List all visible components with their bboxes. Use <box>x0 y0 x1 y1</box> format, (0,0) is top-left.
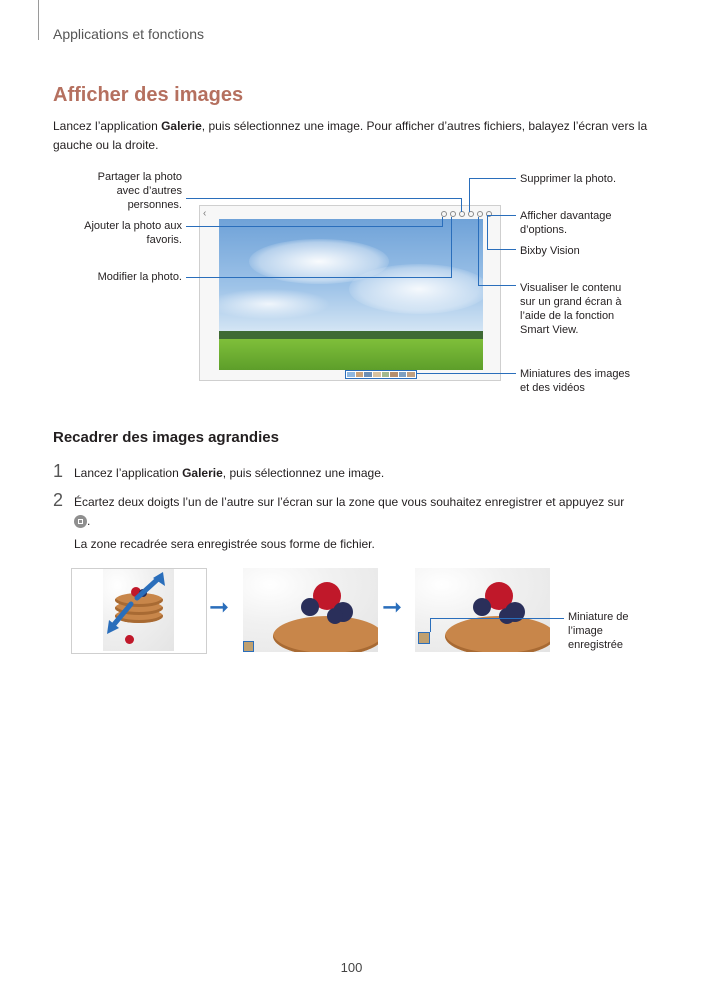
share-icon <box>459 211 465 217</box>
connector-edit <box>186 277 451 278</box>
step-1-app-name: Galerie <box>182 466 223 480</box>
connector-share-v <box>461 198 462 212</box>
page-number: 100 <box>340 960 363 975</box>
step-2-sentence: Écartez deux doigts l’un de l’autre sur l’écran sur la zone que vous souhaitez enregistrer et appuyez sur <box>74 495 625 509</box>
intro-text-start: Lancez l’application <box>53 119 162 133</box>
header-rule <box>38 0 39 40</box>
saved-thumbnail <box>418 632 430 644</box>
connector-smartview-v <box>478 217 479 286</box>
chapter-title: Applications et fonctions <box>53 26 204 42</box>
back-icon: ‹ <box>203 208 207 219</box>
connector-delete-v <box>469 178 470 212</box>
connector-share <box>186 198 461 199</box>
pinch-arrows <box>101 568 173 652</box>
connector-bixby <box>487 249 516 250</box>
connector-smartview <box>478 285 516 286</box>
connector-favorite-v <box>442 217 443 227</box>
callout-bixby: Bixby Vision <box>520 245 580 257</box>
step-2-note: La zone recadrée sera enregistrée sous forme de fichier. <box>74 537 375 551</box>
mini-thumbnail-1 <box>243 641 254 652</box>
connector-bixby-v <box>487 217 488 250</box>
step-1-text <box>74 464 654 483</box>
callout-edit: Modifier la photo. <box>97 271 182 283</box>
intro-text-end: , puis sélectionnez une image. Pour afficher d’autres fichiers, balayez l’écran vers la gauche ou la droite. <box>53 119 648 152</box>
crop-subheading: Recadrer des images agrandies <box>53 429 279 446</box>
connector-saved-v <box>430 618 431 632</box>
pancake-photo-saved <box>415 568 550 652</box>
callout-more: Afficher davantage d’options. <box>520 210 612 236</box>
step-1-end: , puis sélectionnez une image. <box>222 466 385 480</box>
step-1-start: Lancez l’application <box>74 466 183 480</box>
step-1-number: 1 <box>53 461 64 481</box>
callout-smartview: Visualiser le contenu sur un grand écran à l’aide de la fonction Smart View. <box>520 282 622 336</box>
arrow-right-icon-2: ➞ <box>382 594 403 621</box>
callout-share: Partager la photo avec d’autres personnes. <box>97 171 182 211</box>
callout-delete: Supprimer la photo. <box>520 173 616 185</box>
callout-favorite: Ajouter la photo aux favoris. <box>84 220 182 246</box>
connector-saved <box>430 618 564 619</box>
crop-save-icon <box>74 515 87 528</box>
intro-paragraph <box>53 117 653 155</box>
arrow-right-icon: ➞ <box>209 594 230 621</box>
step-2-continuation <box>74 512 654 531</box>
connector-edit-v <box>451 217 452 278</box>
step-2-period: . <box>87 514 91 528</box>
thumbnail-strip <box>345 370 417 379</box>
step-2-text <box>74 493 654 512</box>
connector-thumbnails <box>417 373 516 374</box>
callout-thumbnails: Miniatures des images et des vidéos <box>520 368 631 394</box>
connector-favorite <box>186 226 442 227</box>
pancake-photo-zoomed <box>243 568 378 652</box>
connector-delete <box>469 178 516 179</box>
step-2-number: 2 <box>53 490 64 510</box>
intro-app-name: Galerie <box>161 119 202 133</box>
callout-saved-thumbnail: Miniature de l’image enregistrée <box>568 611 629 651</box>
connector-more <box>487 215 516 216</box>
section-title: Afficher des images <box>53 84 244 106</box>
landscape-photo <box>219 219 483 370</box>
